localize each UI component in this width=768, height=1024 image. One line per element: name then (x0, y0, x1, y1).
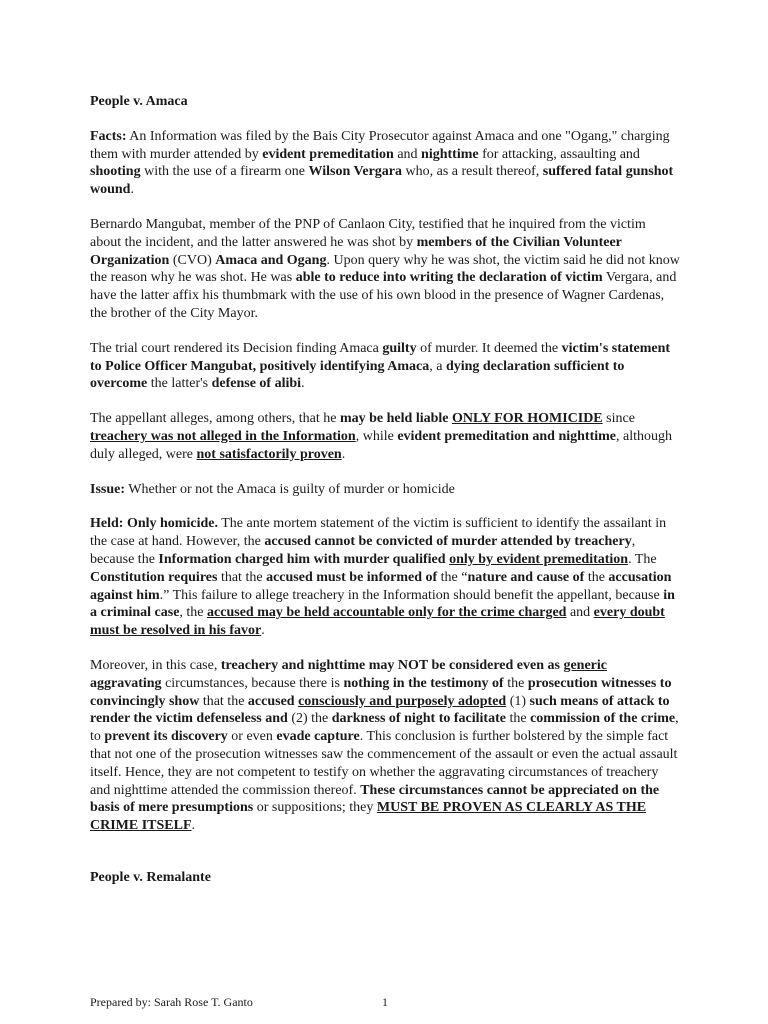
section-spacer (90, 852, 680, 869)
text-run: Held: (90, 516, 124, 532)
text-run: (1) (506, 693, 530, 709)
text-run: These circumstances cannot be appreciated on the basis of mere presumptions (90, 782, 660, 816)
text-run: . (191, 818, 196, 834)
text-run: accused (247, 693, 295, 709)
text-run: nature and cause of (467, 569, 585, 585)
text-run: shooting (90, 164, 141, 180)
text-run: who, as a result thereof, (402, 164, 543, 180)
text-run: Issue: (90, 481, 126, 497)
text-run: evident premeditation and nighttime (397, 428, 617, 444)
text-run: the “ (437, 569, 468, 585)
text-run: . Upon query why he was shot, the victim said he did not know the reason why he was shot. He was (90, 252, 680, 286)
text-run: guilty (382, 340, 417, 356)
text-run: with the use of a firearm one (140, 164, 309, 180)
text-run: evident premeditation (262, 146, 394, 162)
text-run: , a (429, 358, 446, 374)
text-run: members of the Civilian Volunteer Organization (90, 234, 622, 268)
text-run: Wilson Vergara (308, 164, 403, 180)
next-case-title: People v. Remalante (90, 869, 211, 885)
text-run: accusation against him (90, 569, 672, 603)
document-body (90, 93, 680, 904)
text-run: MUST BE PROVEN AS CLEARLY AS THE CRIME ITSELF (90, 800, 647, 834)
text-run: dying declaration sufficient to overcome (90, 358, 625, 392)
text-run: able to reduce into writing the declaration of victim (295, 270, 603, 286)
appeal-paragraph (90, 410, 680, 463)
text-run: treachery was not alleged in the Information (90, 428, 356, 444)
text-run: that the (199, 693, 248, 709)
text-run: accused may be held accountable only for the crime charged (207, 605, 567, 621)
held-paragraph (90, 515, 680, 640)
text-run: of murder. It deemed the (416, 340, 562, 356)
text-run: prosecution witnesses to convincingly show (90, 675, 672, 709)
text-run: , the (179, 605, 208, 621)
moreover-paragraph (90, 657, 680, 835)
text-run: in a criminal case (90, 587, 675, 621)
text-run: evade capture (276, 729, 360, 745)
text-run: Constitution requires (90, 569, 218, 585)
text-run: only by evident premeditation (449, 551, 629, 567)
text-run: the latter's (147, 376, 212, 392)
text-run: and (393, 146, 422, 162)
text-run: such means of attack to render the victim defenseless and (90, 693, 670, 727)
facts-paragraph (90, 128, 680, 199)
text-run: every doubt must be resolved in his favor (90, 605, 665, 639)
text-run: the (584, 569, 609, 585)
text-run: that the (217, 569, 267, 585)
text-run: The trial court rendered its Decision finding Amaca (90, 340, 383, 356)
text-run: (2) the (287, 711, 332, 727)
text-run: or suppositions; they (253, 800, 377, 816)
text-run: , because the (90, 534, 636, 567)
text-run: circumstances, because there is (161, 675, 344, 691)
text-run: prevent its discovery (104, 729, 228, 745)
text-run: or even (227, 729, 277, 745)
text-run: victim's statement to Police Officer Mangubat, positively identifying Amaca (90, 340, 671, 374)
issue-paragraph (90, 481, 680, 499)
text-run: Information charged him with murder qualified (158, 551, 446, 567)
text-run: the (503, 675, 528, 691)
text-run: nothing in the testimony of (343, 675, 504, 691)
text-run: Whether or not the Amaca is guilty of murder or homicide (125, 481, 455, 497)
text-run: .” This failure to allege treachery in the Information should benefit the appellant, because (159, 587, 664, 603)
text-run: The appellant alleges, among others, that he (90, 411, 340, 427)
text-run: ONLY FOR HOMICIDE (452, 411, 603, 427)
text-run: darkness of night to facilitate (331, 711, 506, 727)
text-run: and (566, 605, 594, 621)
testimony-paragraph (90, 216, 680, 323)
text-run: not satisfactorily proven (196, 446, 342, 462)
text-run: An Information was filed by the Bais City Prosecutor against Amaca and one "Ogang," charging them with murder attended by (90, 128, 670, 162)
text-run: Bernardo Mangubat, member of the PNP of Canlaon City, testified that he inquired from the victim about the incident, and the latter answered he was shot by (90, 216, 646, 250)
trial-court-paragraph (90, 340, 680, 393)
text-run: , to (90, 711, 679, 745)
text-run: (CVO) (169, 252, 216, 268)
text-run: Only homicide. (126, 516, 218, 532)
prepared-by-footer: Prepared by: Sarah Rose T. Ganto (90, 995, 253, 1009)
page-number: 1 (382, 995, 388, 1009)
text-run: . (341, 446, 346, 462)
text-run: accused cannot be convicted of murder attended by treachery (264, 534, 632, 550)
text-run: The ante mortem statement of the victim is sufficient to identify the assailant in the case at hand. However, the (90, 516, 667, 550)
text-run: Amaca and Ogang (215, 252, 327, 268)
text-run: consciously and purposely adopted (298, 693, 507, 709)
text-run: generic (563, 657, 607, 673)
text-run: Vergara, and have the latter affix his thumbmark with the use of his own blood in the presence of Wagner Cardenas, the brother of the City Mayor. (90, 270, 677, 321)
text-run: , although duly alleged, were (90, 428, 673, 462)
text-run: treachery and nighttime may NOT be considered even as (220, 657, 560, 673)
text-run: commission of the crime (530, 711, 676, 727)
text-run: aggravating (90, 675, 162, 691)
text-run: . The (628, 551, 657, 567)
text-run: for attacking, assaulting and (478, 146, 640, 162)
text-run: the (505, 711, 531, 727)
text-run: . (130, 182, 134, 198)
text-run: may be held liable (339, 411, 449, 427)
text-run: . (261, 623, 265, 639)
text-run: since (602, 411, 635, 427)
text-run: . (301, 376, 305, 392)
text-run: suffered fatal gunshot wound (90, 164, 674, 198)
text-run: Facts: (90, 128, 127, 144)
text-run: defense of alibi (211, 376, 302, 392)
text-run: . This conclusion is further bolstered by the simple fact that not one of the prosecution witnesses saw the commencement of the assault or even the actual assault itself. Hence, they are not competent to testify on whether the aggravating circumstances of treachery and nighttime attended the commission thereof. (90, 729, 678, 798)
text-run: nighttime (421, 146, 479, 162)
text-run: , while (355, 428, 398, 444)
case-title: People v. Amaca (90, 94, 188, 109)
text-run: accused must be informed of (266, 569, 438, 585)
text-run: Moreover, in this case, (90, 657, 221, 673)
